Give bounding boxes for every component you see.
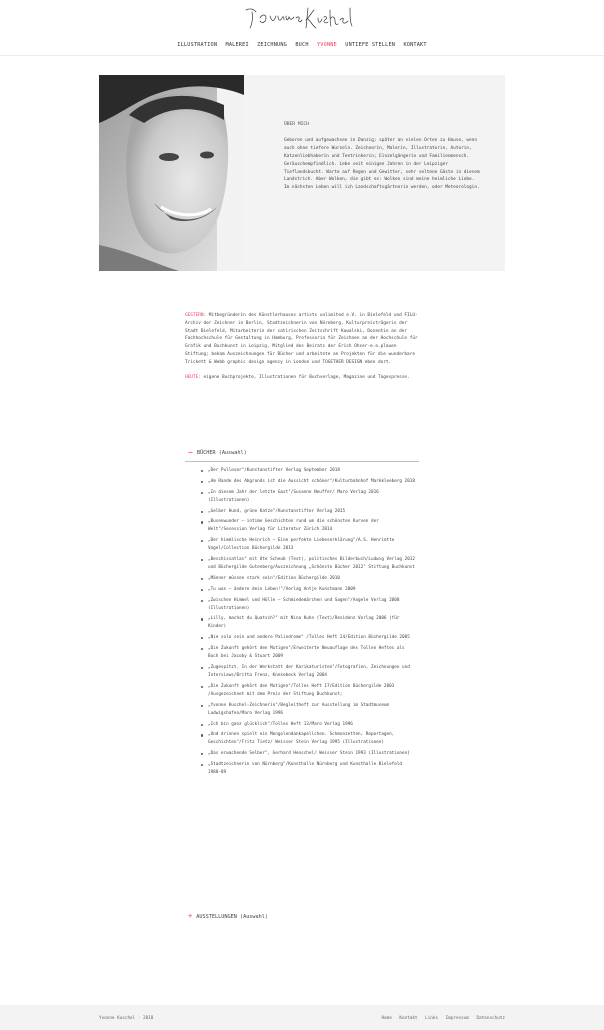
collapse-icon: −: [188, 448, 193, 457]
list-item: „Gelber Hund, grüne Katze"/Kunstanstifter Verlag 2015: [200, 508, 415, 516]
bio-section: [185, 312, 420, 388]
list-item: „Zwischen Himmel und Hölle – Schmiedemärchen und Sagen"/Angele Verlag 2008 (Illustrationen): [200, 597, 415, 613]
list-item: „Stadtzeichnerin von Nürnberg"/Kunsthalle Nürnberg und Kunsthalle Bielefeld 1988-89: [200, 761, 415, 777]
portrait-photo: [99, 75, 244, 271]
list-item: „Zugespitzt. In der Werkstatt der Karikaturisten"/Fotografien, Zeichnungen und Interviews/Britta Frenz, Knesebeck Verlag 2004: [200, 664, 415, 680]
footer-link-home[interactable]: Home: [381, 1016, 392, 1021]
list-item: „Männer müssen stark sein"/Edition Büchergilde 2010: [200, 575, 415, 583]
accordion-books-label: BÜCHER (Auswahl): [196, 450, 247, 456]
footer-link-impressum[interactable]: Impressum: [445, 1016, 469, 1021]
bio-present: [185, 374, 420, 382]
list-item: „Nie solo sein und andere Palindrome" /Tolles Heft 24/Edition Büchergilde 2005: [200, 634, 415, 642]
accordion-exhibitions-label: AUSSTELLUNGEN (Auswahl): [196, 914, 269, 920]
nav-item-malerei[interactable]: MALEREI: [225, 42, 249, 48]
books-list: [200, 467, 415, 780]
nav-item-kontakt[interactable]: KONTAKT: [403, 42, 427, 48]
site-footer: [0, 1005, 604, 1030]
bio-past: [185, 312, 420, 367]
about-section: [99, 75, 505, 271]
copyright-text: Yvonne Kuschel · 2018: [99, 1016, 154, 1021]
list-item: „Die Zukunft gehört den Mutigen"/Tolles Heft 17/Edition Büchergilde 2003 /Ausgezeichnet mit dem Preis der Stiftung Buchkunst;: [200, 683, 415, 699]
heute-label: HEUTE:: [185, 374, 201, 380]
list-item: „Der himmlische Heinrich – Eine perfekte Liebeserklärung"/A.S. Henriette Vogel/Collection Büchergilde 2013: [200, 537, 415, 553]
list-item: „Und drinnen spielt ein Mongolendankapellchen. Schmonzetten, Reportagen, Geschichten"/Fritz Tietz/ Weisser Stein Verlag 1995 (Illustrationen): [200, 731, 415, 747]
nav-item-yvonne[interactable]: YVONNE: [316, 42, 337, 48]
list-item: „Busenwunder – intime Geschichten rund um die schönsten Kurven der Welt"/Secession Verlag für Literatur Zürich 2014: [200, 518, 415, 534]
list-item: „Yvonne Kuschel-Zeichnerin"/Begleitheft zur Ausstellung im Stadtmuseum Ludwigshafen/Maro Verlag 1996: [200, 702, 415, 718]
nav-item-buch[interactable]: BUCH: [295, 42, 309, 48]
list-item: „Ich bin ganz glücklich"/Tolles Heft 13/Maro Verlag 1996: [200, 721, 415, 729]
heute-text: eigene Buchprojekte, Illustrationen für Buchverlage, Magazine und Tagespresse.: [200, 374, 410, 380]
list-item: „Beschissatlas" mit Ute Scheub (Text), politisches Bilderbuch/Ludwig Verlag 2012 und Büchergilde Gutenberg/Auszeichnung „Schönste Bücher 2012" Stiftung Buchkunst: [200, 556, 415, 572]
site-header: [0, 0, 604, 56]
nav-item-illustration[interactable]: ILLUSTRATION: [177, 42, 218, 48]
gestern-text: Mitbegründerin des Künstlerhauses artists unlimited e.V. in Bielefeld und FILU-Archiv der Zeichner in Berlin, Stadtzeichnerin von Nürnberg, Kulturpreisträgerin der Stadt Bielefeld, Mitarbeiterin der satirischen Zeitschrift Kowalski, Dozentin an der Fachhochschule für Gestaltung in Hamburg, Professorin für Zeichnen an der Hochschule für Grafik und Buchkunst in Leipzig, Mitglied des Beirats der Erich Ohser-e.o.plauen Stiftung; bekam Auszeichnungen für Bücher und arbeitete an Projekten für die wunderbare Trickett & Webb graphic design agency in London und TOGETHER DESIGN eben dort.: [185, 313, 418, 365]
footer-link-kontakt[interactable]: Kontakt: [399, 1016, 418, 1021]
about-text-block: [284, 121, 480, 192]
list-item: „Lilly, machst du Quatsch?" mit Nina Kuhn (Text)/Residenz Verlag 2006 (für Kinder): [200, 615, 415, 631]
list-item: „Das erwachende Selber", Gerhard Henschel/ Weisser Stein 1993 (Illustrationen): [200, 750, 415, 758]
accordion-books-toggle[interactable]: [188, 448, 418, 460]
footer-link-datenschutz[interactable]: Datenschutz: [476, 1016, 505, 1021]
gestern-label: GESTERN:: [185, 313, 207, 318]
nav-item-zeichnung[interactable]: ZEICHNUNG: [257, 42, 288, 48]
list-item: „Tu was – ändere dein Leben!"/Verlag Antje Kunstmann 2009: [200, 586, 415, 594]
list-item: „In diesem Jahr der letzte Gast"/Susanne Neuffer/ Maro Verlag 2016 (Illustrationen): [200, 489, 415, 505]
signature-logo[interactable]: [242, 4, 362, 32]
footer-links: [376, 1016, 505, 1021]
list-item: „Die Zukunft gehört den Mutigen"/Erweiterte Neuauflage des Tollen Heftes als Buch bei Jacoby & Stuart 2009: [200, 645, 415, 661]
about-text: Geboren und aufgewachsen in Danzig; später an vielen Orten zu Hause, wenn auch ohne tiefere Wurzeln. Zeichnerin, Malerin, Illustratorin, Autorin, Katzenliebhaberin und Teetrinkerin; Einzelgängerin und Familienmensch. Geräuschempfindlich. Lebe seit einigen Jahren in der Leipziger Tieflandsbucht. Warte auf Regen und Gewitter, sehr seltene Gäste in diesem Landstrich. Aber Wolken, die gibt es: Wolken sind meine heimliche Liebe. Im nächsten Leben will ich Landschaftsgärtnerin werden, oder Meteorologin.: [284, 137, 480, 191]
list-item: „Am Rande des Abgrunds ist die Aussicht schöner"/Kulturbahnhof Markkleeberg 2018: [200, 478, 415, 486]
expand-icon: +: [188, 912, 193, 920]
nav-item-untiefe-stellen[interactable]: UNTIEFE STELLEN: [345, 42, 396, 48]
list-item: „Der Pullover"/Kunstanstifter Verlag September 2018: [200, 467, 415, 475]
accordion-exhibitions-toggle[interactable]: [188, 910, 388, 923]
footer-link-links[interactable]: Links: [425, 1016, 439, 1021]
main-nav: [0, 42, 604, 48]
about-heading: ÜBER MICH: [284, 122, 309, 127]
accordion-divider: [185, 461, 419, 462]
